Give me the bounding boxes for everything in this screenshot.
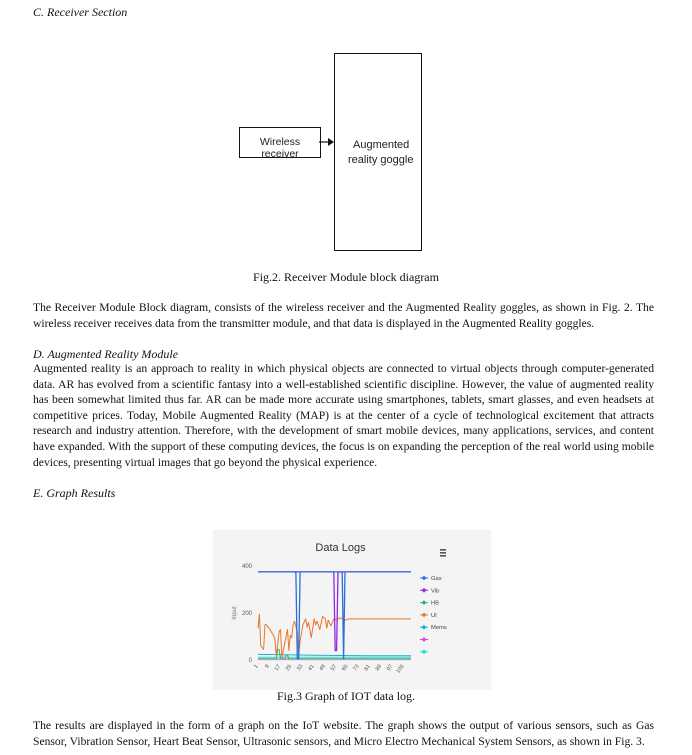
chart-canvas — [213, 530, 491, 690]
x-tick-label: 41 — [307, 663, 316, 673]
x-tick-label: 33 — [296, 663, 305, 673]
legend-marker-unnamed-5 — [422, 637, 427, 642]
legend-label-hb: HB — [431, 600, 440, 607]
x-tick-label: 97 — [385, 663, 395, 673]
x-tick-label: 1 — [252, 663, 260, 670]
x-tick-label: 9 — [264, 663, 271, 670]
legend-label-mems: Mems — [431, 625, 447, 632]
x-tick-label: 89 — [374, 663, 384, 673]
legend-marker-mems — [422, 625, 427, 630]
x-tick-label: 73 — [352, 663, 361, 673]
section-heading-ar-module: D. Augmented Reality Module — [33, 347, 179, 361]
ar-goggle-block — [334, 53, 422, 251]
y-tick-label: 400 — [241, 564, 252, 570]
diagram-arrow — [319, 136, 335, 148]
y-axis-label: Input — [232, 606, 238, 620]
legend-label-vib: Vib — [431, 588, 440, 595]
y-tick-label: 0 — [248, 658, 252, 664]
x-tick-label: 105 — [395, 663, 406, 675]
data-logs-chart — [213, 530, 491, 690]
x-tick-label: 81 — [363, 663, 372, 673]
legend-marker-unnamed-6 — [422, 649, 427, 654]
x-tick-label: 17 — [273, 663, 283, 673]
x-tick-label: 49 — [318, 663, 328, 673]
wireless-receiver-label: Wireless receiver — [259, 136, 301, 160]
legend-marker-gas — [422, 576, 427, 581]
paragraph-augmented-reality: Augmented reality is an approach to reality in which physical objects are connected to virtual objects through computer-generated data. AR has evolved from a scientific fantasy into a well-established scientific discipline. However, the value of augmented reality has been somewhat limited thus far. AR can be made more accurate using smartphones, tablets, smart glasses, and even headsets at competitive prices. Today, Mobile Augmented Reality (MAP) is at the center of a cycle of technological excitement that attracts research and industry attention. Therefore, with the development of smart mobile devices, many applications, services, and content have expanded. With the support of these computing devices, the focus is on expanding the perception of the real world using mobile devices, presenting virtual images that go beyond the physical experience. — [33, 362, 654, 469]
legend-marker-hb — [422, 600, 427, 605]
legend-marker-vib — [422, 588, 427, 593]
figure-3-caption: Fig.3 Graph of IOT data log. — [276, 689, 416, 703]
legend-label-ui: UI — [431, 612, 437, 619]
ar-goggle-label-line1: Augmented — [353, 139, 410, 151]
legend-marker-ui — [422, 613, 427, 618]
hamburger-menu-icon — [440, 549, 446, 557]
legend-label-gas: Gas — [431, 576, 442, 582]
chart-title: Data Logs — [315, 542, 366, 554]
paragraph-receiver-description: The Receiver Module Block diagram, consists of the wireless receiver and the Augmented Reality goggles, as shown in Fig. 2. The wireless receiver receives data from the transmitter module, and that data is displayed in the Augmented Reality goggles. — [33, 301, 654, 330]
series-line-mems — [258, 654, 411, 655]
x-tick-label: 25 — [284, 663, 294, 673]
x-tick-label: 65 — [341, 663, 350, 673]
figure-2-caption: Fig.2. Receiver Module block diagram — [253, 270, 439, 284]
section-heading-graph-results: E. Graph Results — [33, 486, 116, 500]
y-tick-label: 200 — [241, 611, 252, 617]
paragraph-graph-results: The results are displayed in the form of a graph on the IoT website. The graph shows the output of various sensors, such as Gas Sensor, Vibration Sensor, Heart Beat Sensor, Ultrasonic sensors, and Micro Electro Mechanical System Sensors, as shown in Fig. 3. — [33, 719, 654, 748]
x-tick-label: 57 — [329, 663, 339, 673]
section-heading-receiver: C. Receiver Section — [33, 5, 128, 19]
wireless-receiver-block — [239, 127, 321, 158]
ar-goggle-label-line2: reality goggle — [348, 154, 414, 166]
